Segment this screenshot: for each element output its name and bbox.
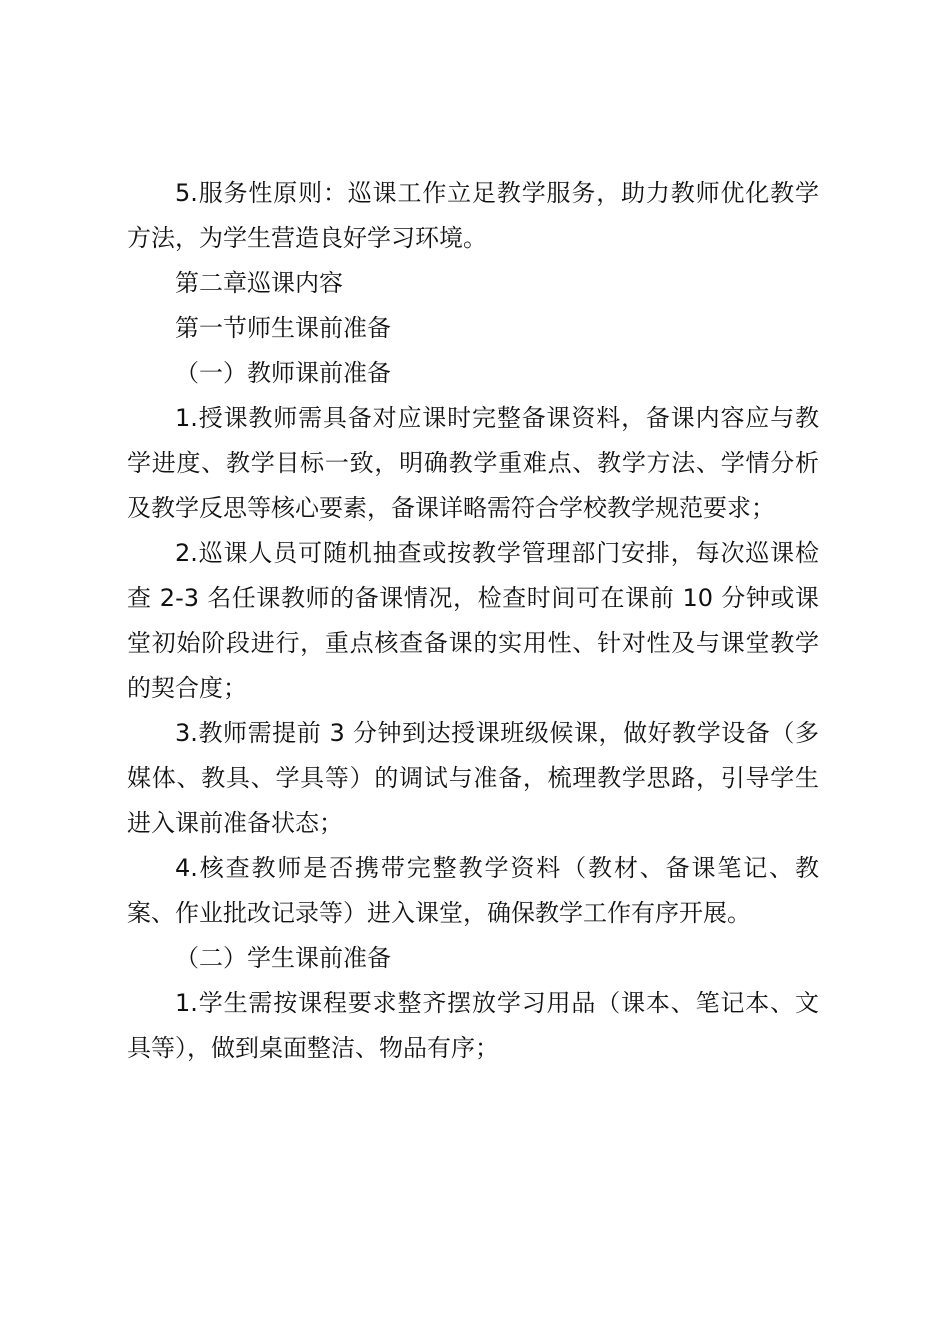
subsection-student-heading: （二）学生课前准备 xyxy=(175,944,391,972)
section-heading: 第一节师生课前准备 xyxy=(175,314,391,342)
teacher-item-3-paragraph: 3.教师需提前 3 分钟到达授课班级候课，做好教学设备（多媒体、教具、学具等）的调试与准备，梳理教学思路，引导学生进入课前准备状态； xyxy=(127,719,819,837)
principle-5-paragraph: 5.服务性原则：巡课工作立足教学服务，助力教师优化教学方法，为学生营造良好学习环境。 xyxy=(127,179,819,252)
teacher-item-4-paragraph: 4.核查教师是否携带完整教学资料（教材、备课笔记、教案、作业批改记录等）进入课堂，确保教学工作有序开展。 xyxy=(127,854,819,927)
document-body xyxy=(127,171,819,1071)
teacher-item-2-paragraph: 2.巡课人员可随机抽查或按教学管理部门安排，每次巡课检查 2-3 名任课教师的备课情况，检查时间可在课前 10 分钟或课堂初始阶段进行，重点核查备课的实用性、针对性及与课堂教学的契合度； xyxy=(127,539,819,702)
teacher-item-1-paragraph: 1.授课教师需具备对应课时完整备课资料，备课内容应与教学进度、教学目标一致，明确教学重难点、教学方法、学情分析及教学反思等核心要素，备课详略需符合学校教学规范要求； xyxy=(127,404,819,522)
chapter-heading: 第二章巡课内容 xyxy=(175,269,343,297)
student-item-1-paragraph: 1.学生需按课程要求整齐摆放学习用品（课本、笔记本、文具等），做到桌面整洁、物品有序； xyxy=(127,989,819,1062)
subsection-teacher-heading: （一）教师课前准备 xyxy=(175,359,391,387)
